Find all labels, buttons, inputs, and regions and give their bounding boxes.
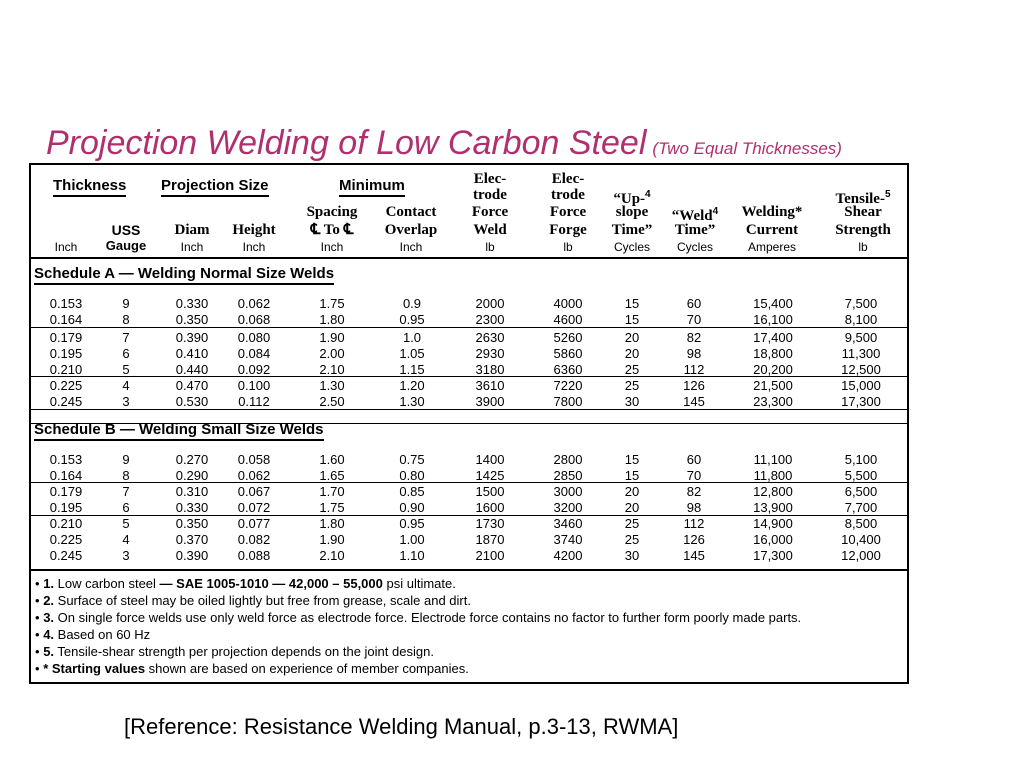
- table-cell: 1400: [475, 452, 505, 467]
- table-cell: 2630: [475, 330, 505, 345]
- table-cell: 0.245: [49, 548, 83, 563]
- table-cell: 25: [624, 378, 640, 393]
- table-cell: 2800: [553, 452, 583, 467]
- table-cell: 6360: [553, 362, 583, 377]
- table-row: [31, 296, 907, 312]
- table-row: [31, 394, 907, 410]
- table-cell: 4: [122, 532, 130, 547]
- table-cell: 7: [122, 484, 130, 499]
- table-cell: 15: [624, 296, 640, 311]
- table-cell: 11,800: [753, 468, 793, 483]
- table-cell: 0.072: [237, 500, 271, 515]
- table-cell: 3900: [475, 394, 505, 409]
- table-cell: 0.062: [237, 468, 271, 483]
- header-amperes: Amperes: [747, 240, 797, 254]
- table-cell: 0.350: [175, 312, 209, 327]
- table-cell: 0.410: [175, 346, 209, 361]
- table-cell: 3200: [553, 500, 583, 515]
- table-cell: 1425: [475, 468, 505, 483]
- table-cell: 0.80: [399, 468, 425, 483]
- table-cell: 1.65: [319, 468, 345, 483]
- table-row: [31, 516, 907, 532]
- note-tail: psi ultimate.: [382, 576, 456, 591]
- table-cell: 1.75: [319, 296, 345, 311]
- note-text: Tensile-shear strength per projection depends on the joint design.: [54, 644, 434, 659]
- table-cell: 0.080: [237, 330, 271, 345]
- table-cell: 15,000: [841, 378, 881, 393]
- table-cell: 1.80: [319, 312, 345, 327]
- table-cell: 0.077: [237, 516, 271, 531]
- note-number: 1.: [43, 576, 55, 591]
- divider-notes: [31, 569, 907, 571]
- table-cell: 11,300: [841, 346, 881, 361]
- table-cell: 7220: [553, 378, 583, 393]
- table-cell: 7800: [553, 394, 583, 409]
- table-cell: 82: [686, 330, 702, 345]
- table-cell: 0.350: [175, 516, 209, 531]
- table-cell: 0.270: [175, 452, 209, 467]
- table-row: [31, 532, 907, 548]
- header-weld-quote: [664, 204, 726, 224]
- header-force-weld: Force: [471, 204, 509, 220]
- table-cell: 0.95: [399, 516, 425, 531]
- table-cell: 20: [624, 330, 640, 345]
- header-height: Height: [232, 222, 276, 238]
- table-cell: 1.90: [319, 330, 345, 345]
- table-cell: 5860: [553, 346, 583, 361]
- table-cell: 0.088: [237, 548, 271, 563]
- table-cell: 70: [686, 468, 702, 483]
- table-cell: 0.530: [175, 394, 209, 409]
- table-cell: 21,500: [753, 378, 793, 393]
- table-cell: 0.164: [49, 312, 83, 327]
- table-cell: 0.310: [175, 484, 209, 499]
- table-cell: 1.30: [399, 394, 425, 409]
- table-cell: 0.164: [49, 468, 83, 483]
- table-cell: 10,400: [841, 532, 881, 547]
- note-bullet: •: [35, 661, 40, 676]
- note-bullet: •: [35, 644, 40, 659]
- table-row: [31, 346, 907, 362]
- title-main: Projection Welding of Low Carbon Steel: [46, 124, 647, 162]
- table-cell: 5,500: [844, 468, 878, 483]
- header-inch-diam: Inch: [180, 240, 204, 254]
- note-number: 2.: [43, 593, 55, 608]
- header-trode-forge: trode: [551, 187, 585, 203]
- table-cell: 9,500: [844, 330, 878, 345]
- table-cell: 0.082: [237, 532, 271, 547]
- header-to: To: [323, 222, 340, 238]
- header-inch-overlap: Inch: [399, 240, 423, 254]
- table-cell: 70: [686, 312, 702, 327]
- table-cell: 3: [122, 394, 130, 409]
- table-cell: 0.067: [237, 484, 271, 499]
- table-cell: 2850: [553, 468, 583, 483]
- table-cell: 20: [624, 346, 640, 361]
- header-current: Current: [745, 222, 799, 238]
- header-lb-weld: lb: [485, 240, 495, 254]
- table-cell: 1870: [475, 532, 505, 547]
- note-item: [35, 643, 801, 660]
- note-bullet: •: [35, 610, 40, 625]
- table-cell: 0.179: [49, 484, 83, 499]
- table-cell: 0.330: [175, 500, 209, 515]
- table-row: [31, 330, 907, 346]
- footnote-4-upslope: 4: [645, 189, 651, 200]
- table-cell: 30: [624, 548, 640, 563]
- table-cell: 2.10: [319, 362, 345, 377]
- table-cell: 2100: [475, 548, 505, 563]
- note-text: On single force welds use only weld force as electrode force. Electrode force contains no factor to further form poorly made parts.: [54, 610, 802, 625]
- table-row: [31, 378, 907, 394]
- table-cell: 1.0: [402, 330, 422, 345]
- header-inch-height: Inch: [242, 240, 266, 254]
- table-cell: 98: [686, 500, 702, 515]
- note-item: [35, 592, 801, 609]
- note-bullet: •: [35, 593, 40, 608]
- footnote-5: 5: [884, 189, 891, 200]
- table-cell: 1.30: [319, 378, 345, 393]
- table-cell: 16,000: [753, 532, 793, 547]
- table-cell: 6,500: [844, 484, 878, 499]
- table-cell: 5: [122, 516, 130, 531]
- centerline-symbol-left: ℄: [310, 222, 321, 238]
- notes-list: [35, 575, 801, 677]
- table-cell: 0.330: [175, 296, 209, 311]
- header-cycles-upslope: Cycles: [613, 240, 650, 254]
- table-row: [31, 312, 907, 328]
- header-diam: Diam: [174, 222, 210, 238]
- header-lb-forge: lb: [563, 240, 573, 254]
- table-cell: 1500: [475, 484, 505, 499]
- table-cell: 0.068: [237, 312, 271, 327]
- table-cell: 0.092: [237, 362, 271, 377]
- note-item: [35, 609, 801, 626]
- note-number: 4.: [43, 627, 55, 642]
- table-cell: 0.210: [49, 516, 83, 531]
- header-projection-size: Projection Size: [161, 178, 269, 197]
- header-spacing: Spacing: [306, 204, 358, 220]
- table-row: [31, 452, 907, 468]
- table-cell: 112: [683, 362, 705, 377]
- table-cell: 25: [624, 516, 640, 531]
- note-bullet: •: [35, 627, 40, 642]
- header-forge: Forge: [549, 222, 587, 238]
- table-cell: 18,800: [753, 346, 793, 361]
- header-strength: Strength: [835, 222, 891, 238]
- table-row: [31, 500, 907, 516]
- note-emphasis: — SAE 1005-1010 — 42,000 – 55,000: [159, 576, 383, 591]
- table-cell: 2000: [475, 296, 505, 311]
- note-bullet: •: [35, 576, 40, 591]
- table-cell: 12,000: [841, 548, 881, 563]
- row-group-divider: [31, 515, 907, 516]
- note-item: [35, 660, 801, 677]
- table-cell: 7: [122, 330, 130, 345]
- table-cell: 0.440: [175, 362, 209, 377]
- table-cell: 0.370: [175, 532, 209, 547]
- row-group-divider: [31, 376, 907, 377]
- table-cell: 0.390: [175, 330, 209, 345]
- table-cell: 0.195: [49, 500, 83, 515]
- table-cell: 5: [122, 362, 130, 377]
- header-upslope-text: “Up-: [613, 191, 646, 207]
- table-cell: 3180: [475, 362, 505, 377]
- header-weld-quote-text: “Weld: [671, 208, 713, 224]
- table-cell: 2300: [475, 312, 505, 327]
- table-cell: 0.153: [49, 452, 83, 467]
- table-cell: 25: [624, 362, 640, 377]
- table-cell: 3000: [553, 484, 583, 499]
- table-cell: 15: [624, 452, 640, 467]
- header-minimum: Minimum: [339, 178, 405, 197]
- table-cell: 20: [624, 500, 640, 515]
- header-thickness: Thickness: [53, 178, 126, 197]
- header-inch-thickness: Inch: [54, 240, 78, 254]
- table-cell: 20,200: [753, 362, 793, 377]
- header-tensile-text: Tensile-: [835, 191, 885, 207]
- header-inch-spacing: Inch: [320, 240, 344, 254]
- note-text: Based on 60 Hz: [54, 627, 151, 642]
- table-cell: 1.60: [319, 452, 345, 467]
- header-upslope-time: Time”: [611, 222, 653, 238]
- table-cell: 16,100: [753, 312, 793, 327]
- row-group-divider: [31, 482, 907, 483]
- schedule-a-heading: Schedule A — Welding Normal Size Welds: [34, 265, 334, 285]
- table-cell: 20: [624, 484, 640, 499]
- table-cell: 9: [122, 296, 130, 311]
- table-cell: 0.95: [399, 312, 425, 327]
- table-cell: 0.85: [399, 484, 425, 499]
- table-cell: 1.10: [399, 548, 425, 563]
- table-cell: 1.05: [399, 346, 425, 361]
- note-text: Low carbon steel: [54, 576, 160, 591]
- table-cell: 4600: [553, 312, 583, 327]
- header-overlap: Overlap: [384, 222, 438, 238]
- table-cell: 0.112: [238, 394, 270, 409]
- table-cell: 126: [683, 532, 705, 547]
- title-subtitle: (Two Equal Thicknesses): [652, 139, 842, 158]
- table-cell: 0.75: [399, 452, 425, 467]
- table-cell: 0.290: [175, 468, 209, 483]
- table-cell: 0.390: [175, 548, 209, 563]
- header-elec-forge: Elec-: [551, 171, 585, 187]
- table-cell: 60: [686, 296, 702, 311]
- header-uss: USS: [111, 222, 141, 238]
- table-row: [31, 548, 907, 564]
- note-tail: shown are based on experience of member companies.: [145, 661, 469, 676]
- table-cell: 30: [624, 394, 640, 409]
- note-item: [35, 575, 801, 592]
- table-cell: 8,500: [844, 516, 878, 531]
- table-cell: 3740: [553, 532, 583, 547]
- table-cell: 1600: [475, 500, 505, 515]
- table-cell: 1.70: [319, 484, 345, 499]
- header-shear: Shear: [844, 204, 882, 220]
- table-cell: 2.00: [319, 346, 345, 361]
- table-cell: 8: [122, 468, 130, 483]
- table-cell: 82: [686, 484, 702, 499]
- table-cell: 13,900: [753, 500, 793, 515]
- table-cell: 2.50: [319, 394, 345, 409]
- table-cell: 0.9: [402, 296, 422, 311]
- note-emphasis: Starting values: [48, 661, 146, 676]
- header-gauge: Gauge: [105, 238, 147, 253]
- header-weld: Weld: [473, 222, 507, 238]
- table-cell: 17,400: [753, 330, 793, 345]
- table-cell: 5260: [553, 330, 583, 345]
- table-cell: 4: [122, 378, 130, 393]
- table-cell: 0.225: [49, 378, 83, 393]
- table-row: [31, 484, 907, 500]
- table-cell: 112: [683, 516, 705, 531]
- header-cycles-weld: Cycles: [676, 240, 713, 254]
- note-number: 5.: [43, 644, 55, 659]
- footnote-4-weld: 4: [712, 206, 719, 217]
- table-cell: 23,300: [753, 394, 793, 409]
- table-cell: 0.062: [237, 296, 271, 311]
- table-cell: 15: [624, 312, 640, 327]
- table-cell: 11,100: [753, 452, 793, 467]
- header-elec-weld: Elec-: [473, 171, 507, 187]
- table-cell: 1.75: [319, 500, 345, 515]
- row-group-divider: [31, 409, 907, 410]
- table-cell: 8: [122, 312, 130, 327]
- table-cell: 0.153: [49, 296, 83, 311]
- header-force-forge: Force: [549, 204, 587, 220]
- table-cell: 145: [683, 394, 705, 409]
- table-cell: 4200: [553, 548, 583, 563]
- note-number: 3.: [43, 610, 55, 625]
- table-cell: 2930: [475, 346, 505, 361]
- table-cell: 60: [686, 452, 702, 467]
- table-cell: 15: [624, 468, 640, 483]
- table-cell: 7,500: [844, 296, 878, 311]
- table-cell: 98: [686, 346, 702, 361]
- header-weld-time: Time”: [674, 222, 716, 238]
- table-cell: 9: [122, 452, 130, 467]
- table-header: [31, 165, 907, 259]
- note-text: Surface of steel may be oiled lightly but free from grease, scale and dirt.: [54, 593, 471, 608]
- table-cell: 0.058: [237, 452, 271, 467]
- table-cell: 14,900: [753, 516, 793, 531]
- note-number: *: [43, 661, 49, 676]
- table-cell: 0.245: [49, 394, 83, 409]
- table-cell: 12,800: [753, 484, 793, 499]
- table-cell: 0.210: [49, 362, 83, 377]
- table-cell: 1.15: [399, 362, 425, 377]
- table-cell: 1.00: [399, 532, 425, 547]
- table-cell: 3460: [553, 516, 583, 531]
- reference-note: [Reference: Resistance Welding Manual, p.3-13, RWMA]: [124, 714, 679, 739]
- table-cell: 17,300: [841, 394, 881, 409]
- table-cell: 0.084: [237, 346, 271, 361]
- table-cell: 0.100: [237, 378, 271, 393]
- row-group-divider: [31, 327, 907, 328]
- table-cell: 3: [122, 548, 130, 563]
- table-cell: 0.90: [399, 500, 425, 515]
- table-cell: 126: [683, 378, 705, 393]
- table-cell: 0.225: [49, 532, 83, 547]
- header-welding: Welding*: [741, 204, 803, 220]
- header-contact: Contact: [385, 204, 437, 220]
- table-cell: 1.20: [399, 378, 425, 393]
- table-cell: 8,100: [844, 312, 878, 327]
- table-cell: 145: [683, 548, 705, 563]
- table-cell: 7,700: [844, 500, 878, 515]
- table-cell: 2.10: [319, 548, 345, 563]
- header-spacing-to: [297, 222, 367, 238]
- table-cell: 5,100: [844, 452, 878, 467]
- header-lb-strength: lb: [858, 240, 868, 254]
- table-cell: 3610: [475, 378, 505, 393]
- table-cell: 15,400: [753, 296, 793, 311]
- table-cell: 1.90: [319, 532, 345, 547]
- table-cell: 6: [122, 346, 130, 361]
- note-item: [35, 626, 801, 643]
- table-cell: 0.195: [49, 346, 83, 361]
- schedule-b-heading: Schedule B — Welding Small Size Welds: [34, 421, 324, 441]
- table-cell: 25: [624, 532, 640, 547]
- centerline-symbol-right: ℄: [343, 222, 354, 238]
- header-upslope-2: slope: [615, 204, 649, 220]
- table-cell: 1.80: [319, 516, 345, 531]
- header-trode-weld: trode: [473, 187, 507, 203]
- table-cell: 1730: [475, 516, 505, 531]
- table-cell: 17,300: [753, 548, 793, 563]
- table-cell: 4000: [553, 296, 583, 311]
- table-cell: 6: [122, 500, 130, 515]
- table-cell: 0.470: [175, 378, 209, 393]
- welding-table: [29, 163, 909, 684]
- table-cell: 12,500: [841, 362, 881, 377]
- table-cell: 0.179: [49, 330, 83, 345]
